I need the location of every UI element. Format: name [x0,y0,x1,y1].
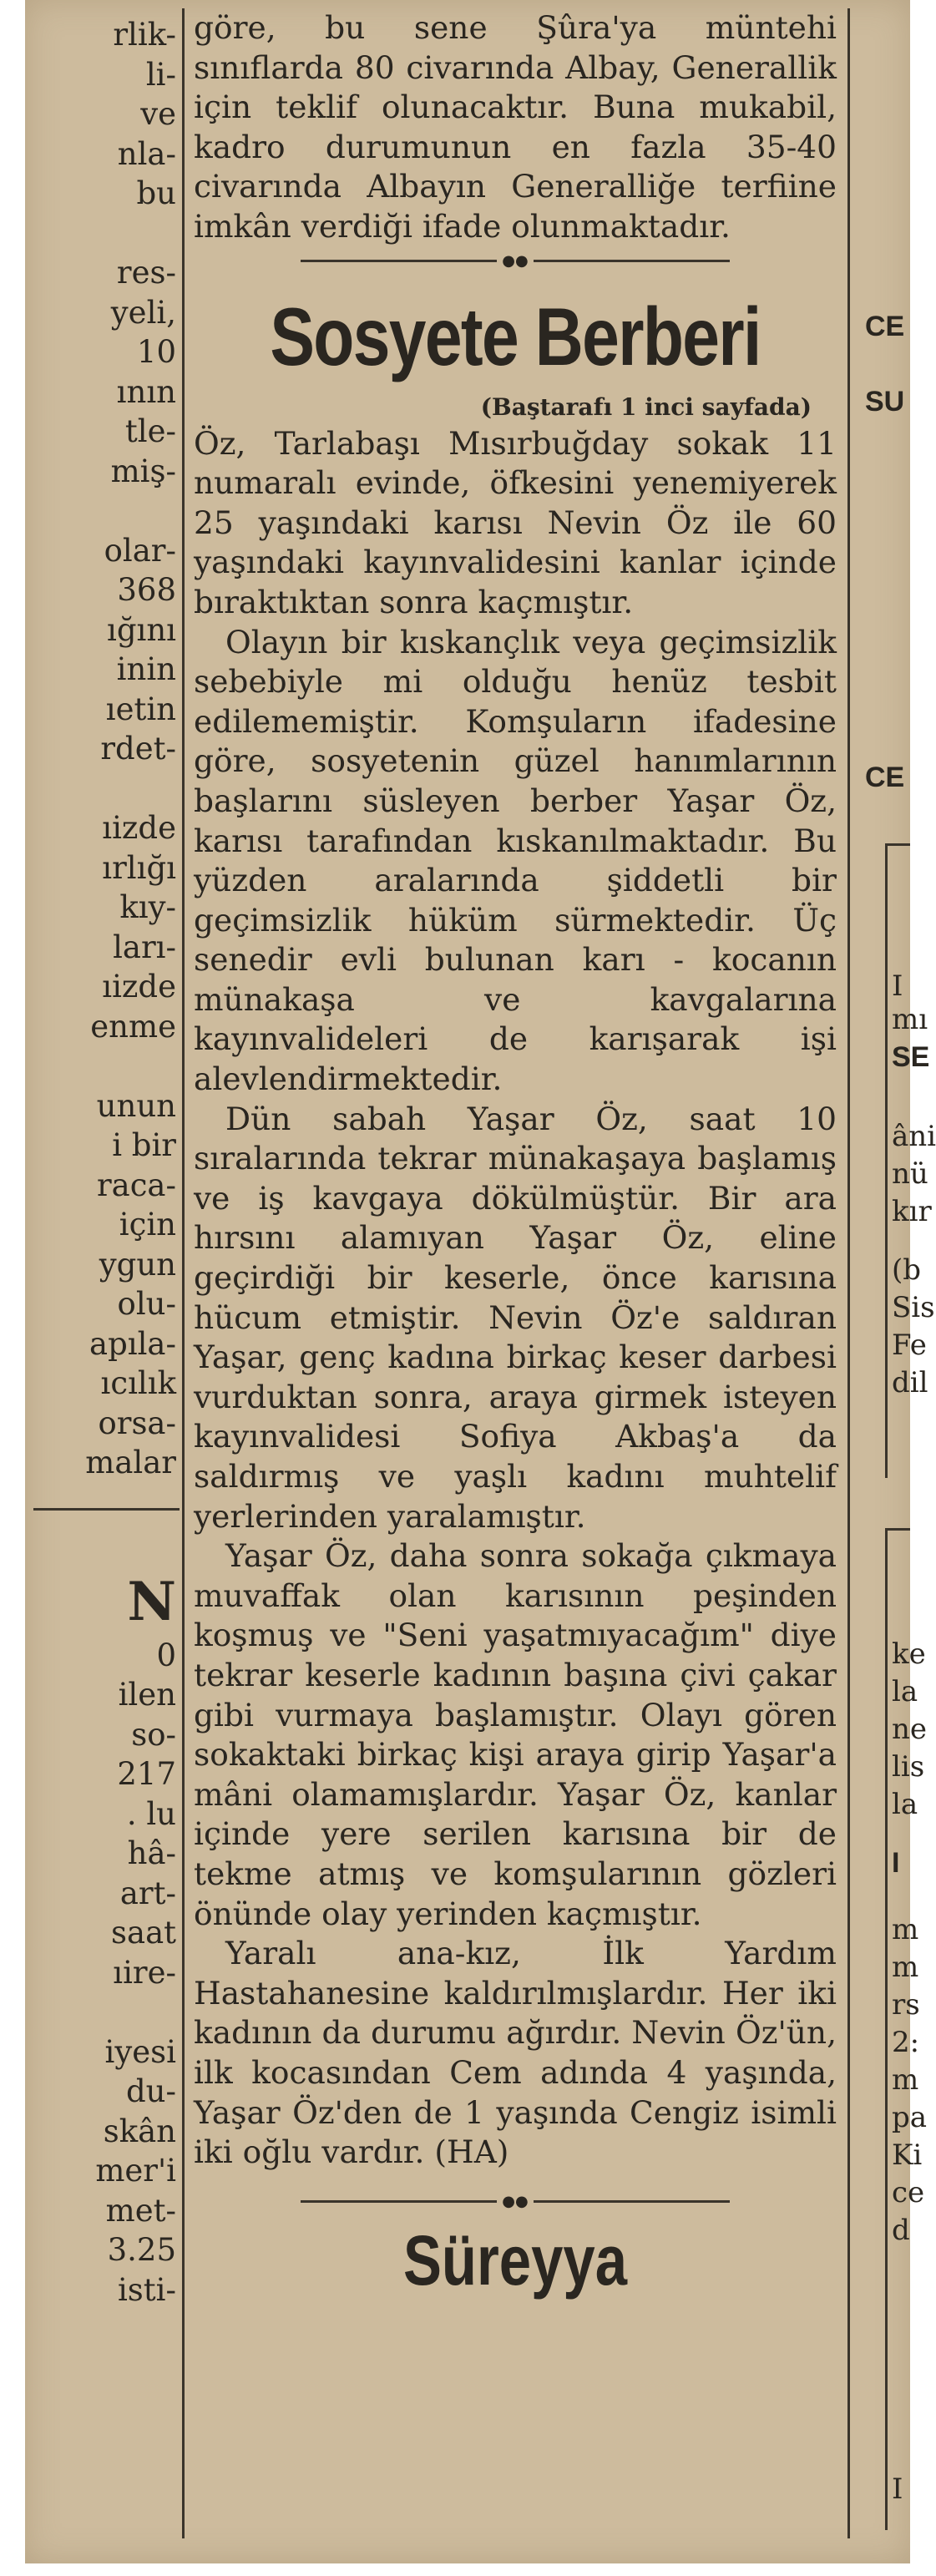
left-column-line: rlik- [113,17,176,53]
right-column-fragment-text: Sis [892,1291,935,1324]
right-box-top-rule-2 [885,1528,910,1531]
left-column-line: apıla- [89,1325,176,1362]
preceding-article-text: göre, bu sene Şûra'ya müntehi sınıflarda 80 civarında Albay, Generallik için teklif olunacaktır. Buna mukabil, kadro durumunun en fazla 35-40 civarında Albayın Generalliğe terfiine imkân verdiği ifade olunmaktadır. [194,9,837,245]
left-column-line: 10 [136,334,176,370]
left-column-line: so- [131,1716,176,1753]
left-column-headline-fragment: N [127,1570,176,1633]
left-column-line: için [119,1207,176,1242]
right-column-fragment-text: ne [892,1713,928,1746]
left-column-line: ıizde [102,969,176,1005]
right-column-fragment-text: âni [892,1120,936,1153]
left-column-line: ve [140,96,176,132]
left-column-line: olu- [117,1286,176,1322]
left-column-line: bu [136,175,176,211]
left-column-line: rdet- [100,731,176,767]
article-paragraph: Olayın bir kıskançlık veya geçimsizlik sebebiyle mi olduğu henüz tesbit edilememiştir. Komşuların ifadesine göre, sosyetenin güzel hanımlarının başlarını süsleyen berber Yaşar Öz, karısı tarafından kıskanılmaktadır. Bu yüzden aralarında şiddetli bir geçimsizlik hüküm sürmektedir. Üç senedir evli bulunan karı - kocanın münakaşa ve kavgalarına kayınvalideleri de karışarak işi alevlendirmektedir. [194,623,837,1098]
left-column-line: ırlığı [102,849,176,886]
right-column-fragment-text: lis [892,1750,925,1784]
left-column-line: skân [103,2113,176,2149]
right-box-top-rule-1 [885,843,910,846]
right-column-fragment-text: rs [892,1988,920,2022]
next-article-headline: Süreyya [402,2220,628,2300]
left-column-line [33,1046,180,1086]
left-column-line: ygun [99,1246,176,1283]
right-column-fragment-text: m [892,2063,919,2097]
left-column-line: yeli, [110,294,176,331]
article-body [194,424,837,2173]
right-column-fragment-text: la [892,1788,918,1821]
right-column-fragment-text: Fe [892,1328,927,1362]
right-column-fragment-text: Ki [892,2138,923,2172]
left-column-line: malar [85,1445,176,1480]
right-box-rule-1 [885,843,888,1478]
left-column-line: raca- [96,1167,176,1203]
article-paragraph: Öz, Tarlabaşı Mısırbuğday sokak 11 numaralı evinde, öfkesini yenemiyerek 25 yaşındaki karısı Nevin Öz ile 60 yaşındaki kayınvalidesini kanlar içinde bıraktıktan sonra kaçmıştır. [194,424,837,620]
left-column-line: hâ- [127,1835,176,1871]
left-column-line [33,769,180,809]
right-column-fragment-text: kır [892,1195,932,1228]
left-column-line: 3.25 [107,2232,176,2268]
left-column-line [33,491,180,531]
right-column-fragment-text: CE [865,762,905,793]
right-column-fragment-text: ke [892,1637,926,1671]
right-column-fragment-text: dil [892,1366,928,1399]
left-column-divider [33,1508,180,1511]
left-column-top-lines [33,15,180,1483]
left-column-line: 217 [117,1756,176,1792]
right-column-fragment-text: SE [892,1041,930,1073]
left-column-line: du- [125,2073,176,2109]
left-column-line: li- [145,56,176,93]
right-column-fragment-text: m [892,1951,919,1984]
left-column-line: ıire- [113,1954,176,1991]
left-column-line: saat [111,1915,176,1951]
right-column-fragment-text: (b [892,1253,922,1287]
left-column-line: ıetin [105,691,176,727]
left-column-line [33,214,180,254]
main-article-column [194,8,837,2298]
section-ornament-divider: ●● [194,254,837,269]
right-column-fragment-text: nü [892,1157,928,1191]
left-column-line: res- [116,255,176,291]
left-column-line: tle- [124,413,176,449]
left-column-line: 368 [117,572,176,608]
right-column-fragment-text: CE [865,311,905,342]
left-column-line: nla- [117,135,176,172]
left-column-line: met- [105,2192,176,2229]
left-column-line: iyesi [104,2033,176,2070]
right-column-fragment-text: d [892,2214,910,2247]
left-column-line: enme [90,1008,176,1045]
right-column-fragment-text: I [892,2472,903,2506]
end-ornament-divider: ●● [194,2194,837,2209]
left-column-line: ilen [118,1677,176,1713]
left-column-line: orsa- [98,1404,176,1441]
right-box-rule-2 [885,1528,888,2530]
left-column-line: mer'i [95,2153,176,2189]
right-column-fragment-text: la [892,1675,918,1708]
left-column-line [33,1992,180,2032]
left-column-line: i bir [112,1127,176,1163]
column-rule-left [182,8,185,2538]
right-column-fragment-text: SU [865,386,905,418]
right-column-fragment-text: mı [892,1003,928,1036]
left-column-line: ığını [106,611,176,648]
right-column-fragment-text: I [892,969,903,1003]
left-column-line: ıcılık [100,1365,176,1401]
newspaper-clipping [25,0,936,2563]
right-column-fragment-text: I [892,1847,900,1879]
left-column-line: ının [116,373,176,410]
left-column-line: art- [119,1875,176,1911]
left-column-line: isti- [117,2271,176,2308]
article-paragraph: Yaralı ana-kız, İlk Yardım Hastahanesine kaldırılmışlardır. Her iki kadının da durumu ağırdır. Nevin Öz'ün, ilk kocasından Cem adında 4 yaşında, Yaşar Öz'den de 1 yaşında Cengiz isimli iki oğlu vardır. (HA) [194,1935,837,2171]
continued-from-note: (Baştarafı 1 inci sayfada) [480,392,812,421]
right-column-fragment-text: ce [892,2176,925,2209]
left-column-line: . lu [126,1795,176,1832]
left-column-line: olar- [104,532,176,569]
left-column-line: miş- [110,453,176,489]
left-column-bottom-lines [33,1636,180,2310]
right-column-fragment-text: pa [892,2101,928,2134]
right-column-fragment-text: 2: [892,2026,920,2059]
left-column-line: 0 [156,1637,176,1673]
left-column-line: kıy- [119,889,176,925]
article-paragraph: Dün sabah Yaşar Öz, saat 10 sıralarında tekrar münakaşaya başlamış ve iş kavgaya dökülmüştür. Bir ara hırsını alamıyan Yaşar Öz, eline geçirdiği bir keserle, önce karısına hücum etmiştir. Nevin Öz'e saldıran Yaşar, genç kadına birkaç keser darbesi vurduktan sonra, araya girmek isteyen kayınvalidesi Sofiya Akbaş'a da saldırmış ve yaşlı kadını muhtelif yerlerinden yaralamıştır. [194,1100,837,1535]
column-rule-right [847,8,850,2538]
article-headline: Sosyete Berberi [270,290,761,382]
left-column-line: inin [116,651,176,687]
right-column-fragment-text: m [892,1913,919,1946]
left-column-line: ıizde [102,810,176,846]
left-column-line: unun [96,1087,176,1124]
left-column-fragment [33,15,180,2553]
article-paragraph: Yaşar Öz, daha sonra sokağa çıkmaya muvaffak olan karısının peşinden koşmuş ve "Seni yaşatmıyacağım" diye tekrar keserle kadının başına çivi çakar gibi vurmaya başlamıştır. Olayı gören sokaktaki birkaç kişi araya girip Yaşar'a mâni olamamışlardır. Yaşar Öz, kanlar içinde yere serilen karısına bir de tekme atmış ve komşularının gözleri önünde olay yerinden kaçmıştır. [194,1537,837,1932]
left-column-line: ları- [113,929,176,965]
